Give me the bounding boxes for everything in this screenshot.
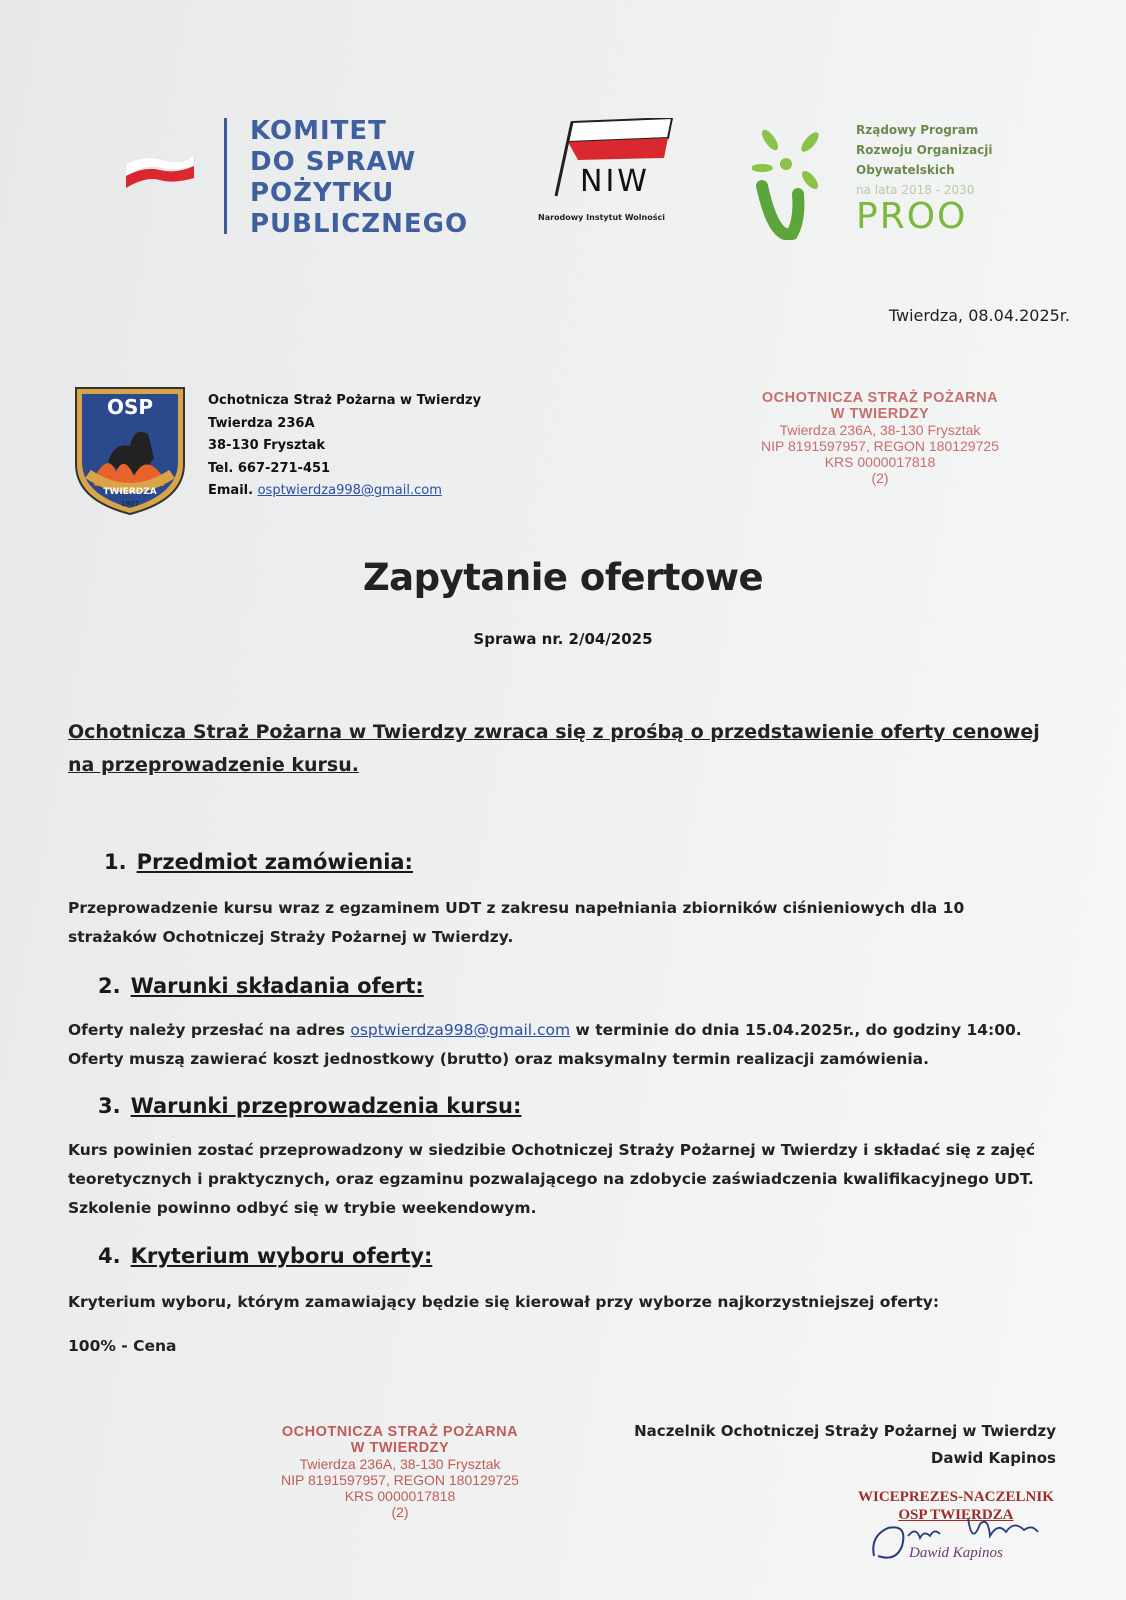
stamp-top-line-3: Twierdza 236A, 38-130 Frysztak [779, 422, 981, 438]
section-3-text: Kurs powinien zostać przeprowadzony w siedzibie Ochotniczej Straży Pożarnej w Twierdzy i składać się z zajęć teoretycznych i praktycznych, oraz egzaminu pozwalającego na zdobycie zaświadczenia kwalifikacyjnego UDT. Szkolenie powinno odbyć się w trybie weekendowym. [68, 1141, 1036, 1217]
poland-flag-logo [124, 150, 196, 194]
badge-year: 1907 [121, 500, 139, 508]
section-3-title: Warunki przeprowadzenia kursu: [130, 1094, 522, 1118]
section-4-text: Kryterium wyboru, którym zamawiający będzie się kierował przy wyborze najkorzystniejszej oferty: [68, 1293, 940, 1311]
page-title: Zapytanie ofertowe [362, 556, 764, 599]
section-1-text: Przeprowadzenie kursu wraz z egzaminem UDT z zakresu napełniania zbiorników ciśnieniowych dla 10 strażaków Ochotniczej Straży Pożarnej w Twierdzy. [68, 899, 965, 946]
niw-mark: NIW [580, 164, 650, 199]
stamp-bot-line-2: W TWIERDZY [350, 1440, 450, 1456]
proo-flower-logo [752, 120, 832, 244]
signer-name: Dawid Kapinos [930, 1449, 1056, 1467]
section-4-heading [98, 1244, 432, 1268]
section-3-number: 3. [98, 1094, 121, 1118]
case-number: Sprawa nr. 2/04/2025 [473, 630, 653, 648]
komitet-line-4: PUBLICZNEGO [250, 209, 469, 239]
stamp-top-line-2: W TWIERDZY [830, 406, 930, 422]
document-date: Twierdza, 08.04.2025r. [888, 306, 1070, 325]
section-2-heading [98, 974, 424, 998]
section-2-text-a: Oferty należy przesłać na adres [68, 1021, 345, 1039]
section-2-email-link[interactable]: osptwierdza998@gmail.com [350, 1021, 571, 1039]
org-city: 38-130 Frysztak [208, 438, 326, 453]
section-1-title: Przedmiot zamówienia: [136, 850, 413, 874]
komitet-line-3: POŻYTKU [250, 178, 395, 208]
niw-name: Narodowy Instytut Wolności [538, 213, 665, 222]
osp-badge-logo [68, 382, 192, 520]
komitet-line-1: KOMITET [250, 116, 387, 146]
section-1-number: 1. [104, 850, 127, 874]
proo-line-2: Rozwoju Organizacji [856, 143, 993, 157]
org-email-link[interactable]: osptwierdza998@gmail.com [257, 483, 442, 498]
stamp-top-line-1: OCHOTNICZA STRAŻ POŻARNA [761, 390, 999, 406]
section-4-number: 4. [98, 1244, 121, 1268]
org-address: Twierdza 236A [208, 415, 315, 431]
section-3-heading [98, 1094, 521, 1118]
section-2-number: 2. [98, 974, 121, 998]
proo-years: na lata 2018 - 2030 [856, 183, 975, 197]
sig-stamp-line-3: Dawid Kapinos [909, 1545, 1003, 1561]
proo-program-text [856, 120, 993, 200]
sig-stamp-line-1: WICEPREZES-NACZELNIK [858, 1489, 1054, 1505]
org-phone: Tel. 667-271-451 [208, 460, 331, 476]
stamp-bot-line-1: OCHOTNICZA STRAŻ POŻARNA [281, 1424, 519, 1440]
badge-ring-text: TWIERDZA [103, 487, 157, 497]
org-contact-block [208, 390, 481, 503]
stamp-bot-line-4: NIP 8191597957, REGON 180129725 [281, 1472, 519, 1488]
signature-block [634, 1418, 1056, 1472]
komitet-logo-text [250, 116, 468, 240]
org-stamp-top [740, 390, 1020, 486]
signer-role: Naczelnik Ochotniczej Straży Pożarnej w Twierdzy [634, 1422, 1056, 1440]
section-2-text-b: w terminie do dnia 15.04.2025r., do godziny 14:00. [575, 1021, 1022, 1039]
handwritten-signature [868, 1506, 1048, 1570]
komitet-divider [224, 118, 227, 234]
section-2-title: Warunki składania ofert: [130, 974, 424, 998]
section-4-result: 100% - Cena [68, 1337, 177, 1355]
stamp-bot-line-5: KRS 0000017818 [344, 1488, 456, 1504]
proo-line-3: Obywatelskich [856, 163, 955, 177]
section-2-text [68, 1016, 1058, 1074]
section-2-text-c: Oferty muszą zawierać koszt jednostkowy (brutto) oraz maksymalny termin realizacji zamówienia. [68, 1050, 929, 1068]
stamp-top-line-5: KRS 0000017818 [824, 454, 936, 470]
komitet-line-2: DO SPRAW [250, 147, 417, 177]
sig-stamp-line-2: OSP TWIERDZA [898, 1507, 1014, 1523]
section-1-heading [104, 850, 413, 874]
proo-line-1: Rządowy Program [856, 123, 979, 137]
proo-mark: PROO [856, 196, 968, 237]
org-stamp-bottom [250, 1424, 550, 1520]
org-name: Ochotnicza Straż Pożarna w Twierdzy [208, 393, 482, 408]
stamp-top-line-6: (2) [871, 470, 889, 486]
section-4-title: Kryterium wyboru oferty: [130, 1244, 433, 1268]
stamp-bot-line-3: Twierdza 236A, 38-130 Frysztak [299, 1456, 501, 1472]
stamp-bot-line-6: (2) [391, 1504, 409, 1520]
stamp-top-line-4: NIP 8191597957, REGON 180129725 [761, 438, 999, 454]
badge-osp-text: OSP [106, 395, 154, 419]
intro-text: Ochotnicza Straż Pożarna w Twierdzy zwraca się z prośbą o przedstawienie oferty cenowej na przeprowadzenie kursu. [68, 721, 1040, 776]
org-email-label: Email. [208, 483, 254, 498]
